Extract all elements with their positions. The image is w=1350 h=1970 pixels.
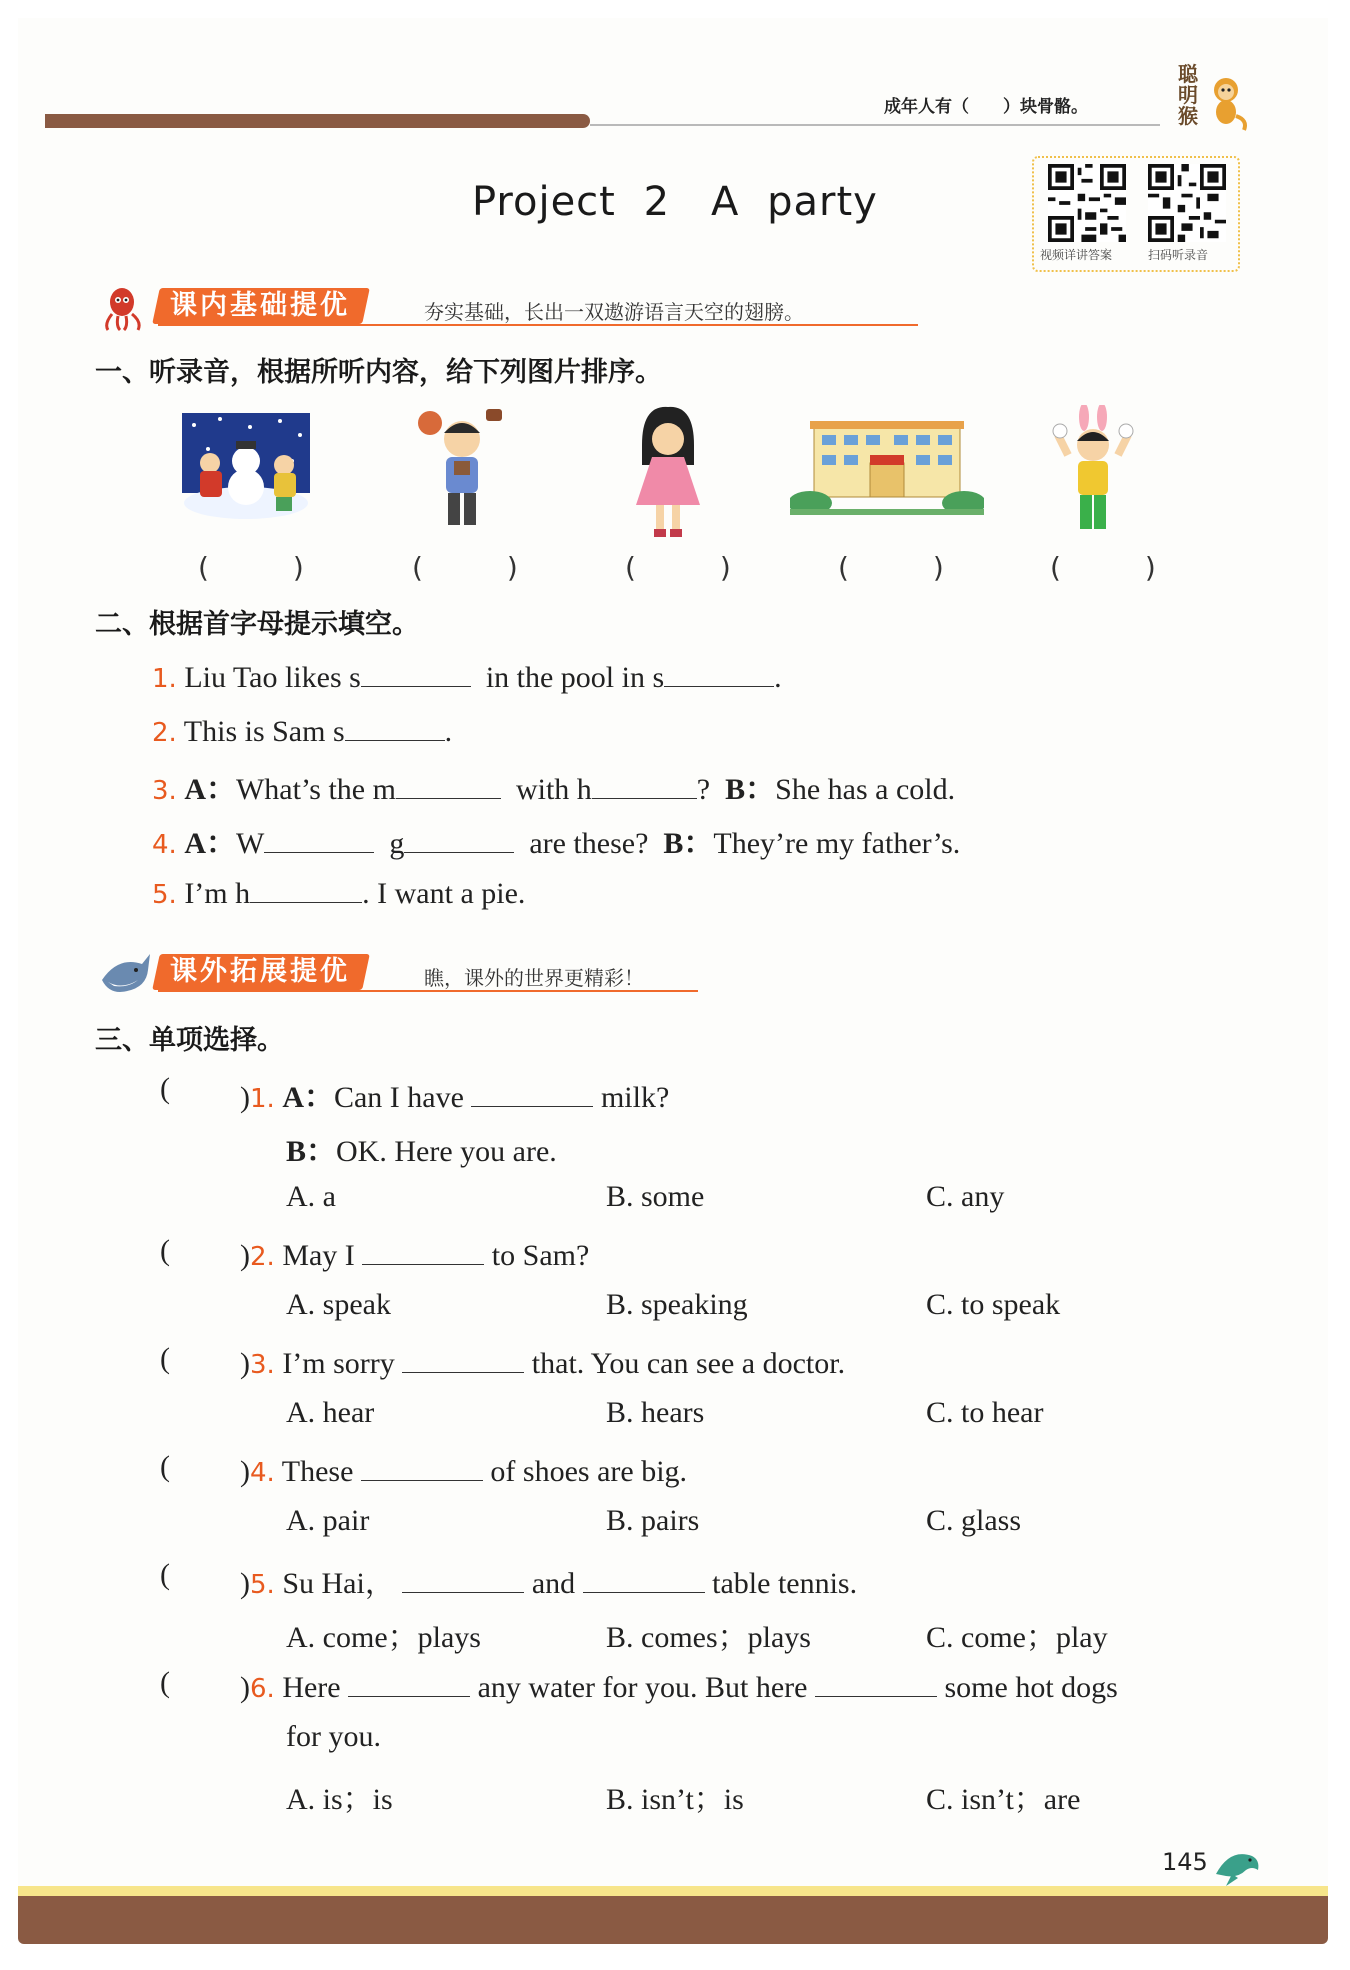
choice-paren-left[interactable]: ( [160,1666,170,1699]
answer-blank[interactable] [583,1562,705,1593]
item-text: May I [282,1239,355,1272]
item-text: OK. Here you are. [336,1135,557,1168]
option-c[interactable]: C. any [926,1180,1005,1213]
banner-tag [152,954,370,990]
qr-caption: 扫码听录音 [1148,248,1209,262]
item-text: I’m h [184,877,251,910]
answer-blank[interactable] [361,1450,483,1481]
option-b[interactable]: B. comes；plays [606,1621,811,1654]
shark-icon [98,950,154,1000]
option-a[interactable]: A. pair [286,1504,370,1537]
answer-paren[interactable]: ( ) [838,551,944,584]
answer-paren[interactable]: ( ) [1050,551,1156,584]
banner-label: 课内基础提优 [170,290,350,321]
fill-item-4 [152,818,960,862]
section-banner-basic [98,284,918,328]
item-text: ? [696,773,711,806]
option-a[interactable]: A. come；plays [286,1621,481,1654]
answer-paren[interactable]: ( ) [198,551,304,584]
choice-paren-left[interactable]: ( [160,1342,170,1375]
banner-label: 课外拓展提优 [170,956,350,987]
item-number: 5. [250,1570,275,1600]
picture-girl-with-bunny-ears [1050,405,1136,539]
item-number: 3. [152,776,177,806]
qr-caption: 视频详讲答案 [1040,248,1113,262]
item-text: These [281,1455,354,1488]
choice-question-4 [240,1450,687,1489]
item-text: Su Hai， [282,1567,395,1600]
fill-item-3 [152,764,955,808]
option-b[interactable]: B. some [606,1180,705,1213]
item-number: 1. [250,1084,275,1114]
banner-slogan: 夯实基础，长出一双遨游语言天空的翅膀。 [424,300,804,324]
part1-heading: 一、听录音，根据所听内容，给下列图片排序。 [95,357,662,388]
item-text: She has a cold. [775,773,956,806]
page-title: Project 2 A party [472,179,878,225]
answer-blank[interactable] [345,710,445,741]
choice-paren-left[interactable]: ( [160,1558,170,1591]
answer-blank[interactable] [362,1234,484,1265]
choice-paren-left[interactable]: ( [160,1234,170,1267]
fill-item-1 [152,656,782,695]
footer-band [18,1896,1328,1944]
choice-question-6-cont: for you. [286,1720,381,1753]
section-banner-extended [98,950,698,994]
item-number: 2. [152,718,177,748]
item-text: Liu Tao likes s [184,661,361,694]
answer-blank[interactable] [396,768,501,799]
fill-item-5 [152,872,525,911]
item-text: of shoes are big. [490,1455,688,1488]
choice-reply-1 [286,1126,557,1170]
speaker-label: A： [184,827,236,860]
answer-blank[interactable] [471,1076,593,1107]
item-text: any water for you. But here [477,1671,808,1704]
item-number: 5. [152,880,177,910]
item-text: with h [515,773,592,806]
item-text: and [531,1567,576,1600]
item-number: 2. [250,1242,275,1272]
option-c[interactable]: C. to hear [926,1396,1044,1429]
item-text: Here [282,1671,341,1704]
item-number: 3. [250,1350,275,1380]
choice-paren-right: ) [240,1347,250,1380]
answer-blank[interactable] [402,1562,524,1593]
speaker-label: B： [286,1135,337,1168]
answer-blank[interactable] [250,872,362,903]
brand-char: 聪 [1178,62,1198,86]
option-c[interactable]: C. to speak [926,1288,1061,1321]
item-number: 4. [152,830,177,860]
item-text: that. You can see a doctor. [531,1347,846,1380]
item-number: 4. [250,1458,275,1488]
brand-char: 猴 [1178,104,1198,128]
part2-heading: 二、根据首字母提示填空。 [95,609,419,640]
option-a[interactable]: A. hear [286,1396,375,1429]
banner-slogan: 瞧，课外的世界更精彩！ [424,966,644,990]
answer-paren[interactable]: ( ) [625,551,731,584]
choice-paren-left[interactable]: ( [160,1450,170,1483]
item-text: I’m sorry [282,1347,395,1380]
brand-logo [1178,64,1250,134]
item-text: g [389,827,405,860]
squid-icon [98,284,158,332]
option-a[interactable]: A. a [286,1180,336,1213]
header-proverb: 成年人有（ ）块骨骼。 [884,97,1088,117]
item-text: . [774,661,782,694]
brand-text [1178,64,1202,127]
brand-char: 明 [1178,83,1198,107]
option-a[interactable]: A. is；is [286,1783,393,1816]
choice-question-2 [240,1234,589,1273]
choice-paren-right: ) [240,1671,250,1704]
item-text: What’s the m [235,773,396,806]
option-b[interactable]: B. pairs [606,1504,700,1537]
item-text: . I want a pie. [362,877,526,910]
picture-boy-with-food [410,405,510,537]
answer-blank[interactable] [815,1666,937,1697]
choice-question-6 [240,1666,1118,1705]
fill-item-2 [152,710,452,749]
choice-question-3 [240,1342,845,1381]
item-text: This is Sam s [183,715,345,748]
item-text: milk? [600,1081,670,1114]
banner-underline [158,990,698,992]
choice-paren-right: ) [240,1239,250,1272]
item-number: 1. [152,664,177,694]
item-text: They’re my father’s. [713,827,961,860]
dolphin-icon [1212,1844,1262,1888]
option-c[interactable]: C. isn’t；are [926,1783,1081,1816]
picture-school-building [790,405,984,525]
speaker-label: B： [725,773,776,806]
item-text: in the pool in s [485,661,665,694]
qr-code-icon[interactable] [1148,164,1226,242]
option-b[interactable]: B. hears [606,1396,705,1429]
option-b[interactable]: B. speaking [606,1288,748,1321]
choice-question-1 [240,1072,669,1116]
choice-question-5 [240,1558,857,1602]
item-text: W [235,827,265,860]
item-number: 6. [250,1674,275,1704]
answer-blank[interactable] [404,822,514,853]
speaker-label: A： [282,1081,334,1114]
speaker-label: B： [663,827,714,860]
header-band [45,114,590,128]
qr-code-icon[interactable] [1048,164,1126,242]
choice-paren-right: ) [240,1081,250,1114]
option-c[interactable]: C. come；play [926,1621,1108,1654]
answer-blank[interactable] [348,1666,470,1697]
picture-girl-in-pink-dress [628,405,708,541]
qr-code-panel [1032,156,1240,272]
page-number: 145 [1162,1848,1208,1876]
item-text: are these? [529,827,649,860]
item-text: . [444,715,453,748]
item-text: to Sam? [491,1239,590,1272]
picture-snowman-children [180,405,312,525]
answer-paren[interactable]: ( ) [412,551,518,584]
answer-blank[interactable] [592,768,697,799]
item-text: Can I have [333,1081,464,1114]
option-c[interactable]: C. glass [926,1504,1022,1537]
choice-paren-right: ) [240,1455,250,1488]
header-rule [590,124,1160,126]
option-b[interactable]: B. isn’t；is [606,1783,744,1816]
answer-blank[interactable] [361,656,471,687]
option-a[interactable]: A. speak [286,1288,391,1321]
part3-heading: 三、单项选择。 [95,1025,284,1056]
speaker-label: A： [184,773,236,806]
monkey-icon [1204,72,1250,132]
answer-blank[interactable] [264,822,374,853]
choice-paren-right: ) [240,1567,250,1600]
banner-underline [158,324,918,326]
choice-paren-left[interactable]: ( [160,1072,170,1105]
item-text: table tennis. [712,1567,858,1600]
banner-tag [152,288,370,324]
item-text: some hot dogs [944,1671,1118,1704]
answer-blank[interactable] [664,656,774,687]
answer-blank[interactable] [402,1342,524,1373]
